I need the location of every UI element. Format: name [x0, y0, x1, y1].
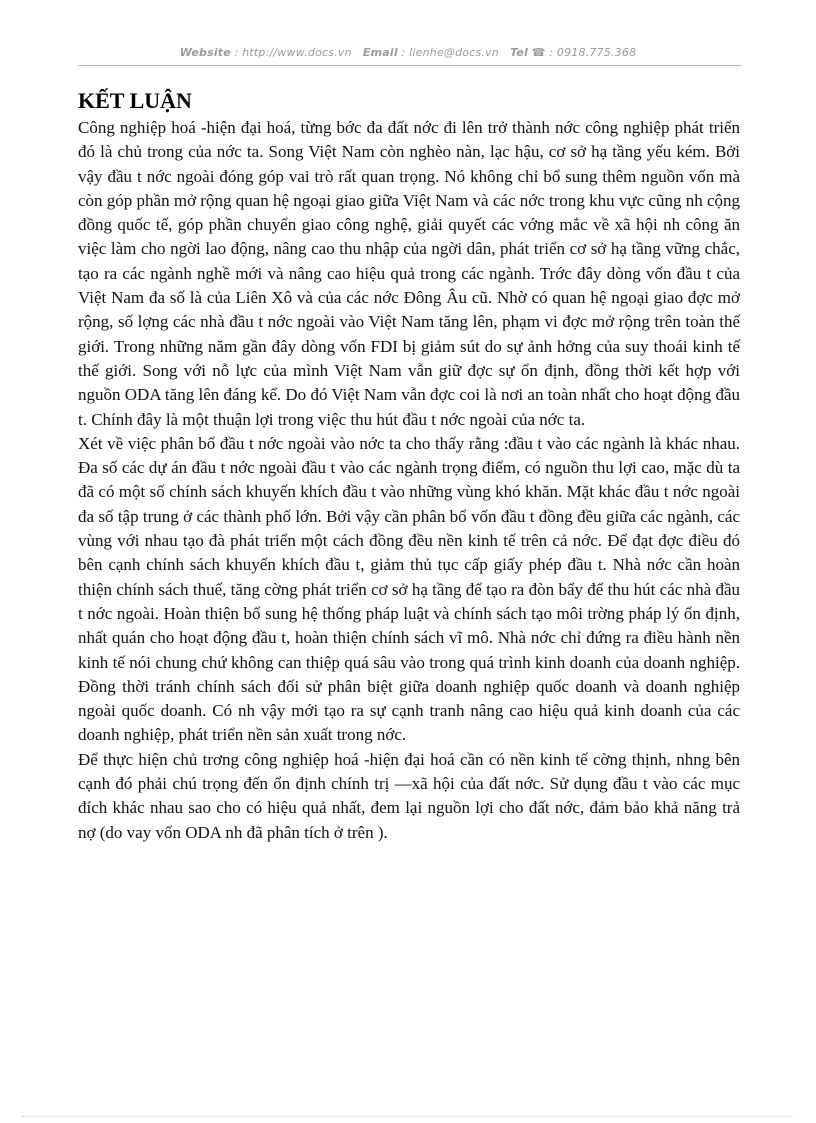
email-address[interactable]: : lienhe@docs.vn — [401, 46, 499, 59]
document-title: KẾT LUẬN — [78, 88, 192, 113]
website-label: Website — [179, 46, 231, 59]
website-url[interactable]: : http://www.docs.vn — [234, 46, 352, 59]
header-divider — [78, 65, 742, 66]
tel-label: Tel — [510, 46, 528, 59]
paragraph-1: Công nghiệp hoá -hiện đại hoá, từng bớc đa đất nớc đi lên trở thành nớc công nghiệp phát triển đó là chủ trong của nớc ta. Song Việt Nam còn nghèo nàn, lạc hậu, cơ sở hạ tầng yếu kém. Bởi vậy đầu t nớc ngoài đóng góp vai trò rất quan trọng. Nó không chỉ bổ sung thêm nguồn vốn mà còn góp phần mở rộng quan hệ ngoại giao giữa Việt Nam và các nớc trong khu vực cũng nh cộng đồng quốc tế, góp phần chuyển giao công nghệ, giải quyết các vớng mắc về xã hội nh công ăn việc làm cho ngời lao động, nâng cao thu nhập của ngời dân, phát triển cơ sở hạ tầng vững chắc, tạo ra các ngành nghề mới và nâng cao hiệu quả trong các ngành. Trớc đây dòng vốn đầu t của Việt Nam đa số là của Liên Xô và của các nớc Đông Âu cũ. Nhờ có quan hệ ngoại giao đợc mở rộng, số lợng các nhà đầu t nớc ngoài vào Việt Nam tăng lên, phạm vi đợc mở rộng trên toàn thế giới. Trong những năm gần đây dòng vốn FDI bị giảm sút do sự ảnh hởng của suy thoái kinh tế thế giới. Song với nỗ lực của mình Việt Nam vẫn giữ đợc sự ổn định, đồng thời kết hợp với nguồn ODA tăng lên đáng kể. Do đó Việt Nam vẫn đợc coi là nơi an toàn nhất cho hoạt động đầu t. Chính đây là một thuận lợi trong việc thu hút đầu t nớc ngoài của nớc ta. — [78, 118, 741, 429]
email-label: Email — [362, 46, 398, 59]
document-body — [78, 86, 740, 845]
paragraph-3: Để thực hiện chủ trơng công nghiệp hoá -hiện đại hoá cần có nền kinh tế cờng thịnh, nhng bên cạnh đó phải chú trọng đến ổn định chính trị —xã hội của đất nớc. Sử dụng đầu t vào các mục đích khác nhau sao cho có hiệu quả nhất, đem lại nguồn lợi cho đất nớc, đảm bảo khả năng trả nợ (do vay vốn ODA nh đã phân tích ở trên ). — [78, 749, 740, 842]
paragraph-2: Xét về việc phân bổ đầu t nớc ngoài vào nớc ta cho thấy rằng :đầu t vào các ngành là khác nhau. Đa số các dự án đầu t nớc ngoài đầu t vào các ngành trọng điểm, có nguồn thu lợi cao, mặc dù ta đã có một số chính sách khuyến khích đầu t vào những vùng khó khăn. Mặt khác đầu t nớc ngoài đa số tập trung ở các thành phố lớn. Bởi vậy cần phân bổ vốn đầu t đồng đều giữa các ngành, các vùng với nhau tạo đà phát triển một cách đồng đều nền kinh tế trên cả nớc. Để đạt đợc điều đó bên cạnh chính sách khuyến khích đầu t, giảm thủ tục cấp giấy phép đầu t. Nhà nớc cần hoàn thiện chính sách thuế, tăng cờng phát triển cơ sở hạ tầng để tạo ra đòn bẩy để thu hút các nhà đầu t nớc ngoài. Hoàn thiện bổ sung hệ thống pháp luật và chính sách tạo môi trờng pháp lý ổn định, nhất quán cho hoạt động đầu t, hoàn thiện chính sách vĩ mô. Nhà nớc chỉ đứng ra điều hành nền kinh tế nói chung chứ không can thiệp quá sâu vào trong quá trình kinh doanh của doanh nghiệp. Đồng thời tránh chính sách đối sử phân biệt giữa doanh nghiệp quốc doanh và doanh nghiệp ngoài quốc doanh. Có nh vậy mới tạo ra sự cạnh tranh nâng cao hiệu quả kinh doanh của các doanh nghiệp, phát triển nền sản xuất trong nớc. — [78, 433, 740, 745]
page-header — [0, 46, 816, 59]
phone-number: ☎ : 0918.775.368 — [531, 46, 637, 59]
footer-divider — [22, 1116, 794, 1117]
